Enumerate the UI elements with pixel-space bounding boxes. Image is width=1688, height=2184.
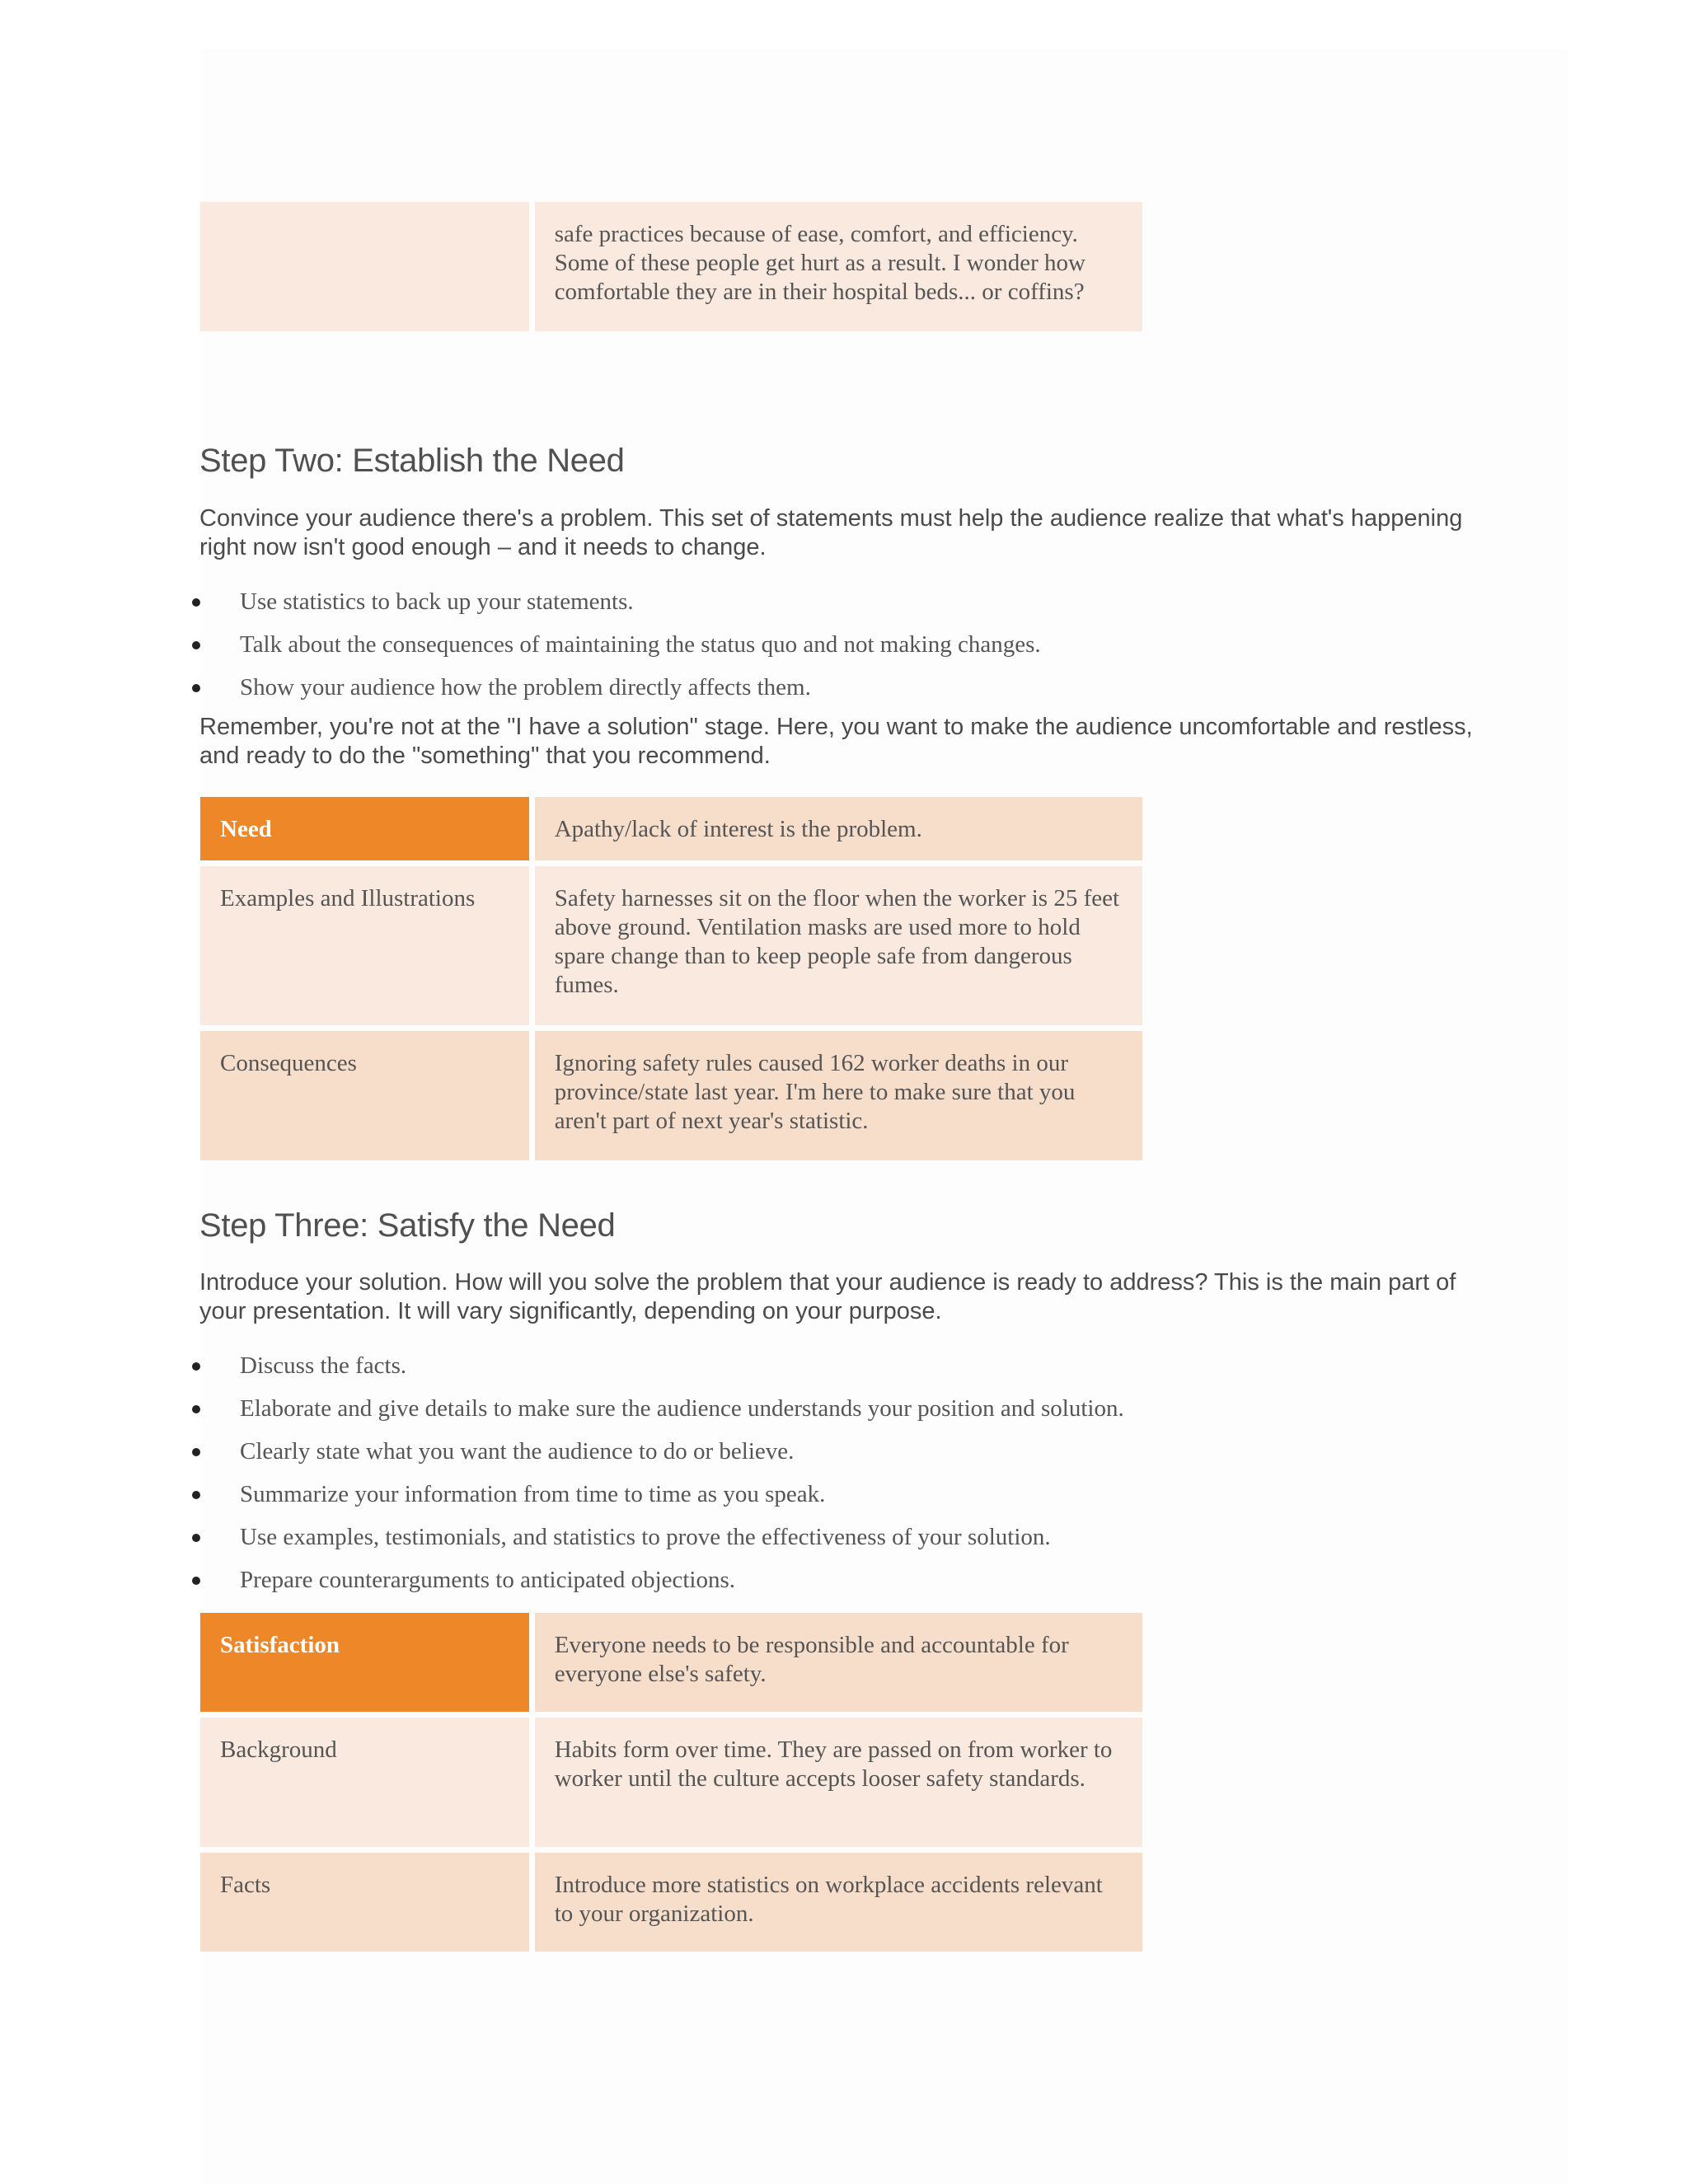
list-item: Elaborate and give details to make sure the audience understands your position and solution.	[190, 1394, 1124, 1437]
table-cell-right: Everyone needs to be responsible and accountable for everyone else's safety.	[535, 1613, 1142, 1712]
table-cell-right: Ignoring safety rules caused 162 worker deaths in our province/state last year. I'm here to make sure that you aren't part of next year's statistic.	[535, 1031, 1142, 1160]
table-row	[200, 866, 1142, 1025]
step-three-intro: Introduce your solution. How will you solve the problem that your audience is ready to address? This is the main part of your presentation. It will vary significantly, depending on your purpose.	[199, 1269, 1456, 1324]
table-header-cell: Need	[200, 797, 529, 860]
table-row	[200, 797, 1142, 860]
need-table	[195, 791, 1148, 1166]
step-three-bullet-list	[190, 1352, 1124, 1609]
list-item: Clearly state what you want the audience to do or believe.	[190, 1437, 1124, 1480]
step-three-heading: Step Three: Satisfy the Need	[199, 1207, 616, 1244]
table-cell-right: Habits form over time. They are passed on from worker to worker until the culture accepts looser safety standards.	[535, 1718, 1142, 1847]
table-row	[200, 1031, 1142, 1160]
table-cell-right: Introduce more statistics on workplace accidents relevant to your organization.	[535, 1853, 1142, 1952]
step-two-bullet-list	[190, 588, 1041, 716]
satisfaction-table	[195, 1607, 1148, 1957]
step-two-intro: Convince your audience there's a problem. This set of statements must help the audience realize that what's happening right now isn't good enough – and it needs to change.	[199, 505, 1463, 560]
table-cell-left: Background	[200, 1718, 529, 1847]
table-cell-right: Apathy/lack of interest is the problem.	[535, 797, 1142, 860]
table-cell-left: Consequences	[200, 1031, 529, 1160]
table-row	[200, 1613, 1142, 1712]
table-row	[200, 202, 1142, 331]
list-item: Talk about the consequences of maintaining the status quo and not making changes.	[190, 630, 1041, 673]
list-item: Use statistics to back up your statements.	[190, 588, 1041, 630]
table-cell-right: Safety harnesses sit on the floor when the worker is 25 feet above ground. Ventilation masks are used more to hold spare change than to keep people safe from dangerous fumes.	[535, 866, 1142, 1025]
table-row	[200, 1718, 1142, 1847]
continued-table	[195, 196, 1148, 337]
table-header-cell: Satisfaction	[200, 1613, 529, 1712]
table-row	[200, 1853, 1142, 1952]
list-item: Use examples, testimonials, and statistics to prove the effectiveness of your solution.	[190, 1523, 1124, 1566]
table-cell-left: Facts	[200, 1853, 529, 1952]
table-cell-left: Examples and Illustrations	[200, 866, 529, 1025]
step-two-heading: Step Two: Establish the Need	[199, 443, 625, 479]
list-item: Show your audience how the problem directly affects them.	[190, 673, 1041, 716]
table-cell-right: safe practices because of ease, comfort, and efficiency. Some of these people get hurt as a result. I wonder how comfortable they are in their hospital beds... or coffins?	[535, 202, 1142, 331]
list-item: Discuss the facts.	[190, 1352, 1124, 1394]
table-cell-left	[200, 202, 529, 331]
step-two-remember: Remember, you're not at the "I have a solution" stage. Here, you want to make the audience uncomfortable and restless, and ready to do the "something" that you recommend.	[199, 714, 1473, 769]
list-item: Summarize your information from time to time as you speak.	[190, 1480, 1124, 1523]
list-item: Prepare counterarguments to anticipated objections.	[190, 1566, 1124, 1609]
